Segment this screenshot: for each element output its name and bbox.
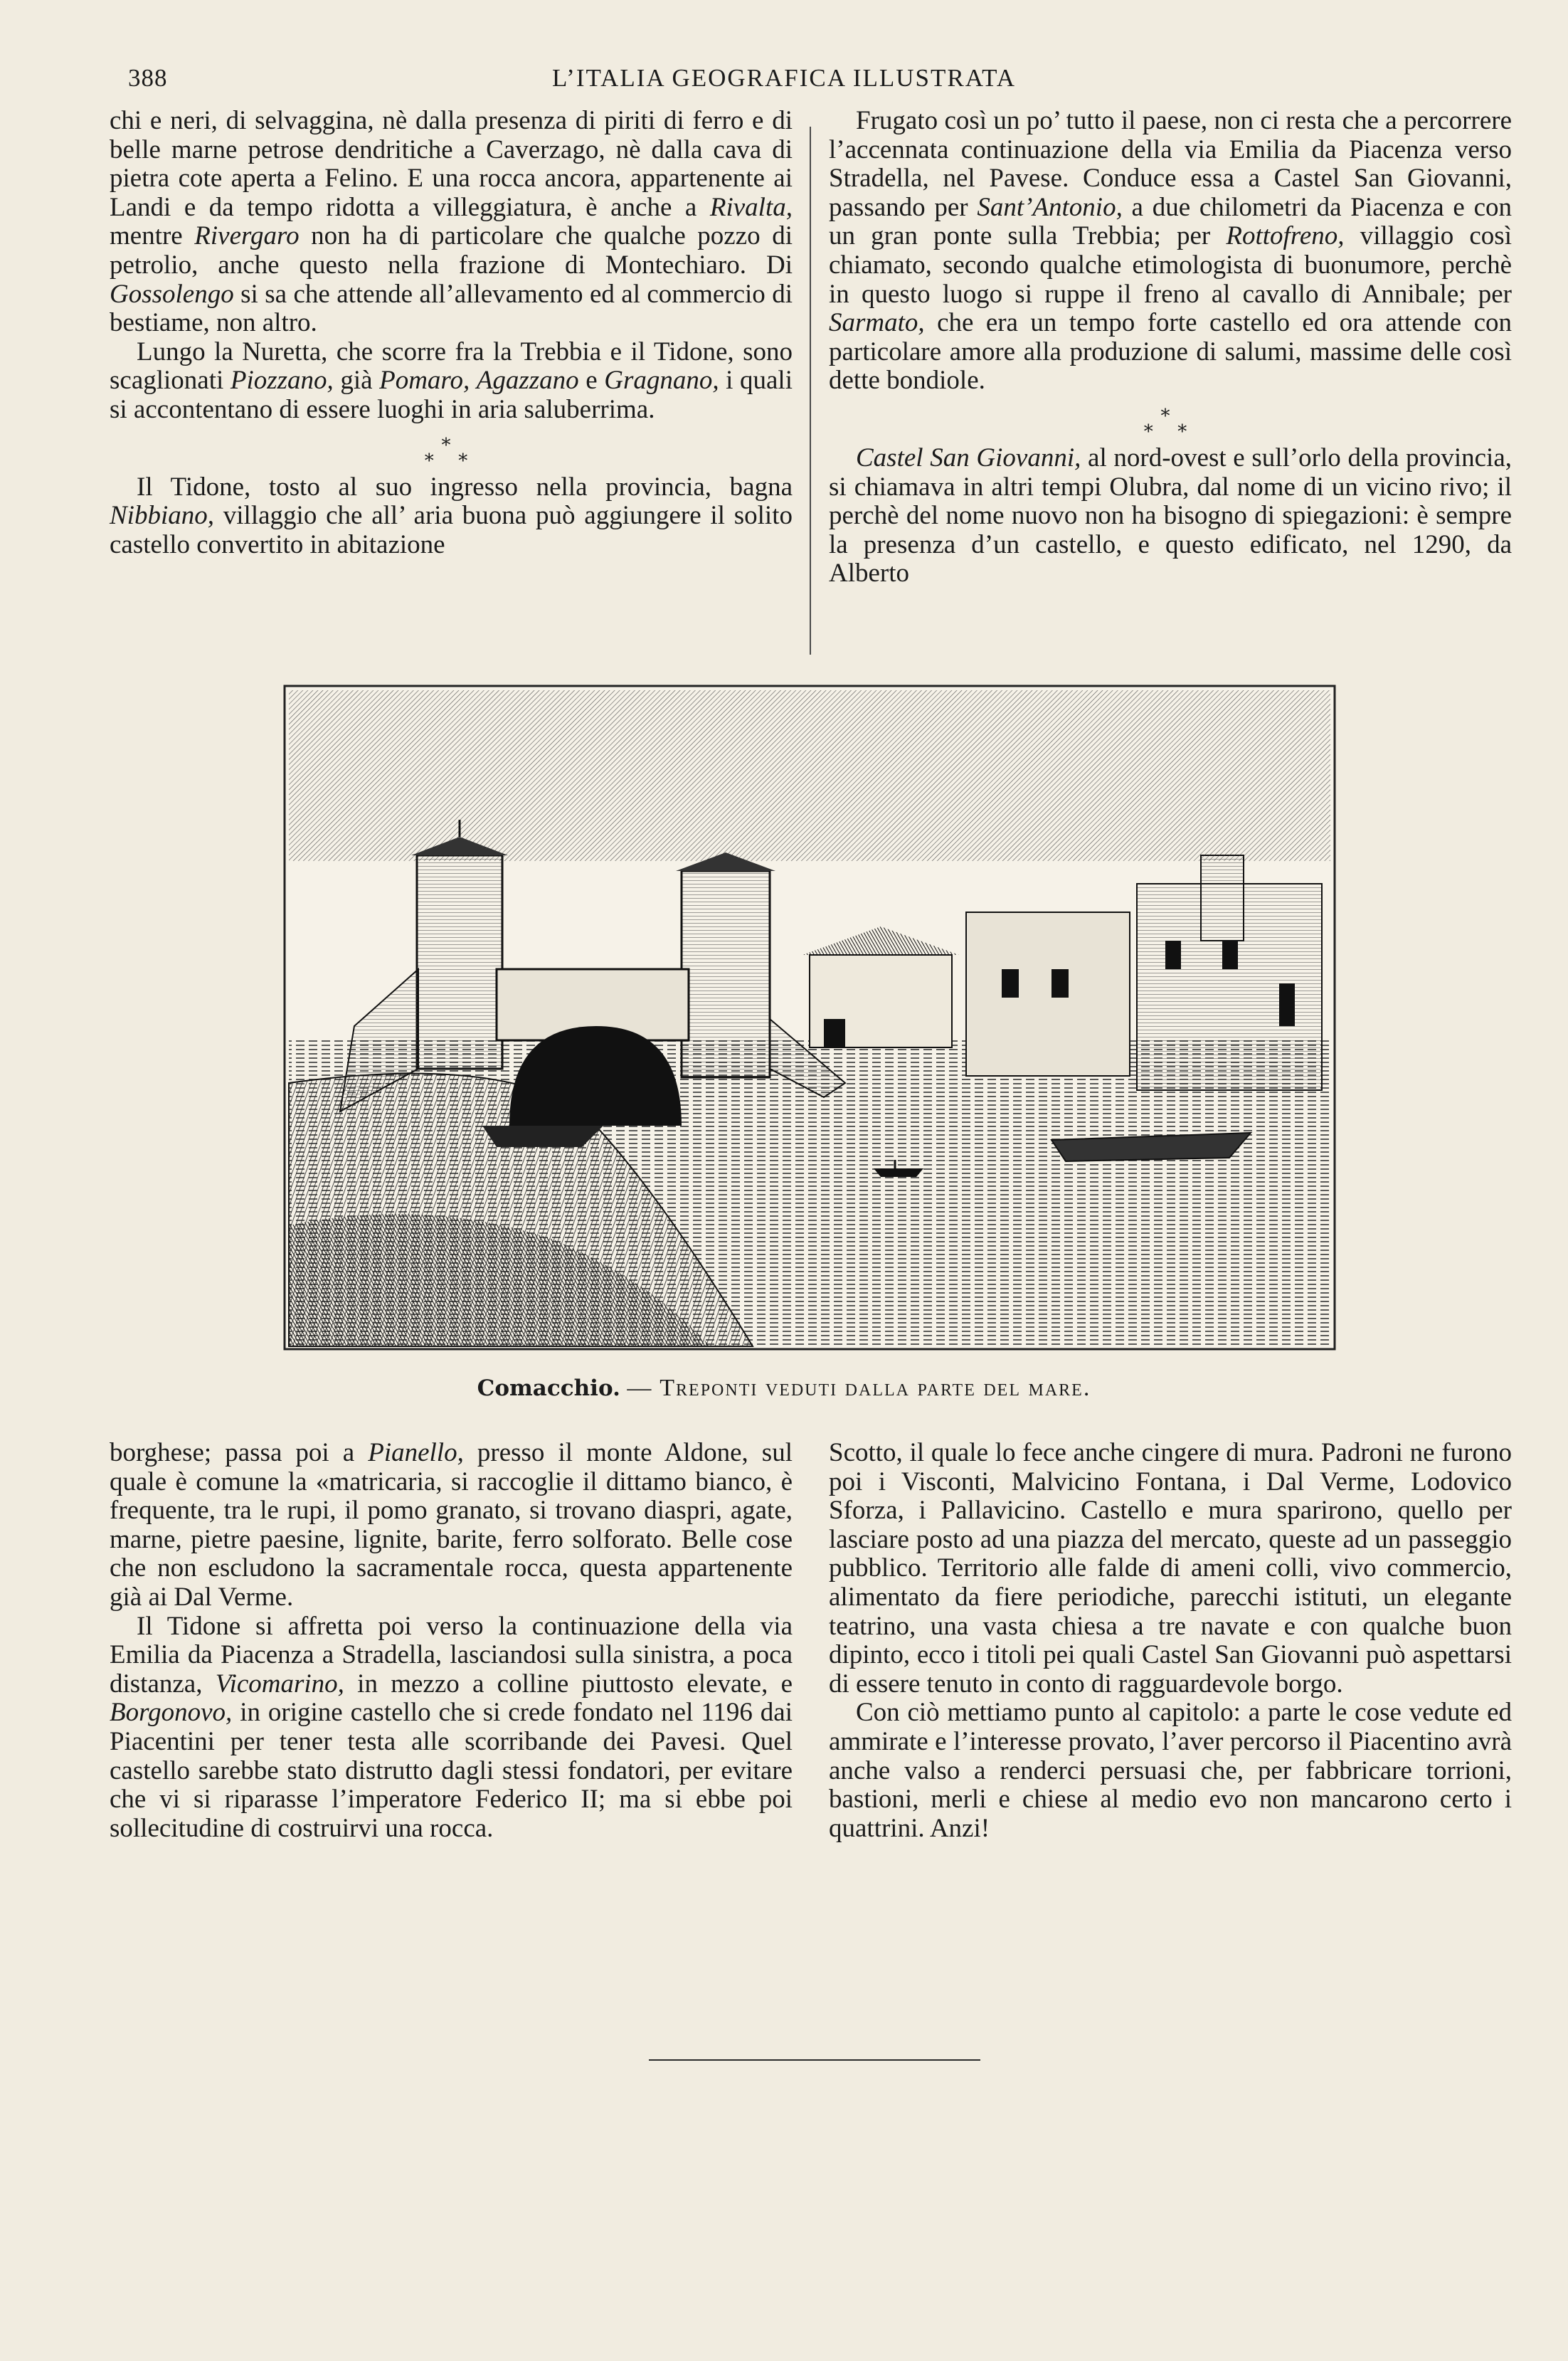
right-tower	[682, 871, 770, 1077]
end-rule	[649, 2059, 980, 2061]
column-top-left	[110, 107, 793, 559]
running-title: L’ITALIA GEOGRAFICA ILLUSTRATA	[552, 64, 1016, 92]
caption-description: — Treponti veduti dalla parte del mare.	[627, 1375, 1091, 1401]
column-top-right	[829, 107, 1512, 588]
column-bottom-left	[110, 1439, 793, 1843]
caption-place: Comacchio.	[477, 1375, 620, 1401]
sky	[289, 690, 1330, 861]
paragraph: Il Tidone si affretta poi verso la continuazione della via Emilia da Piacenza a Stradella, lasciandosi sulla sinistra, a poca distanza, Vicomarino, in mezzo a colline piuttosto elevate, e Borgonovo, in origine castello che si crede fondato nel 1196 dai Piacentini per tener testa alle scorribande dei Pavesi. Quel castello sarebbe stato distrutto dagli stessi fondatori, per evitare che vi si riparasse l’imperatore Federico II; ma si ebbe poi sollecitudine di costruirvi una rocca.	[110, 1611, 793, 1843]
paragraph: Il Tidone, tosto al suo ingresso nella provincia, bagna Nibbiano, villaggio che all’ aria buona può aggiungere il solito castello convertito in abitazione	[110, 472, 793, 559]
section-asterism: ⁎ ⁎ ⁎	[424, 428, 478, 465]
column-divider	[810, 127, 811, 655]
paragraph: Lungo la Nuretta, che scorre fra la Trebbia e il Tidone, sono scaglionati Piozzano, già Pomaro, Agazzano e Gragnano, i quali si accontentano di essere luoghi in aria saluberrima.	[110, 337, 793, 424]
column-bottom-right	[829, 1439, 1512, 1843]
rowboat	[874, 1168, 923, 1177]
left-tower	[417, 855, 502, 1069]
paragraph: Frugato così un po’ tutto il paese, non ci resta che a percorrere l’accennata continuazione della via Emilia da Piacenza verso Stradella, nel Pavese. Conduce essa a Castel San Giovanni, passando per Sant’Antonio, a due chilometri da Piacenza e con un gran ponte sulla Trebbia; per Rottofreno, villaggio così chiamato, secondo qualche etimologista di buonumore, perchè in questo luogo si ruppe il freno al cavallo di Annibale; per Sarmato, che era un tempo forte castello ed ora attende con particolare amore alla produzione di salumi, massime delle così dette bondiole.	[829, 106, 1512, 396]
engraving-illustration	[283, 685, 1336, 1351]
paragraph: chi e neri, di selvaggina, nè dalla presenza di piriti di ferro e di belle marne petrose dendritiche a Caverzago, nè dalla cava di pietra cote aperta a Felino. E una rocca ancora, appartenente ai Landi e da tempo ridotta a villeggiatura, è anche a Rivalta, mentre Rivergaro non ha di particolare che qualche pozzo di petrolio, anche questo nella frazione di Montechiaro. Di Gossolengo si sa che attende all’allevamento ed al commercio di bestiame, non altro.	[110, 106, 793, 338]
house-block-2	[966, 912, 1130, 1076]
running-head	[107, 60, 1461, 102]
section-asterism: ⁎ ⁎ ⁎	[1143, 399, 1197, 436]
bell-tower	[1201, 855, 1244, 941]
figure-caption	[107, 1375, 1461, 1402]
paragraph: Castel San Giovanni, al nord-ovest e sull’orlo della provincia, si chiamava in altri tempi Olubra, dal nome di un vicino rivo; il perchè del nome nuovo non ha bisogno di spiegazioni: è sempre la presenza d’un castello, e questo edificato, nel 1290, da Alberto	[829, 443, 1512, 588]
paragraph: Con ciò mettiamo punto al capitolo: a parte le cose vedute ed ammirate e l’interesse provato, l’aver percorso il Piacentino avrà anche valso a renderci persuasi che, per fabbricare torrioni, bastioni, merli e chiese al medio evo non mancarono certo i quattrini. Anzi!	[829, 1698, 1512, 1843]
paragraph: borghese; passa poi a Pianello, presso il monte Aldone, sul quale è comune la «matricaria, si raccoglie il dittamo bianco, è frequente, tra le rupi, il pomo granato, si trovano diaspri, agate, marne, pietre paesine, lignite, barite, ferro solforato. Belle cose che non escludono la sacramentale rocca, questa appartenente già ai Dal Verme.	[110, 1438, 793, 1612]
boat-left	[482, 1126, 603, 1147]
paragraph: Scotto, il quale lo fece anche cingere di mura. Padroni ne furono poi i Visconti, Malvicino Fontana, i Dal Verme, Lodovico Sforza, i Pallavicino. Castello e mura sparirono, quello per lasciare posto ad una piazza del mercato, queste ad un passeggio pubblico. Territorio alle falde di ameni colli, vivo commercio, alimentato da fiere periodiche, parecchi istituti, un elegante teatrino, una vasta chiesa a tre navate e con qualche buon dipinto, ecco i titoli pei quali Castel San Giovanni può aspettarsi di essere tenuto in conto di ragguardevole borgo.	[829, 1438, 1512, 1699]
page-number: 388	[128, 64, 168, 92]
